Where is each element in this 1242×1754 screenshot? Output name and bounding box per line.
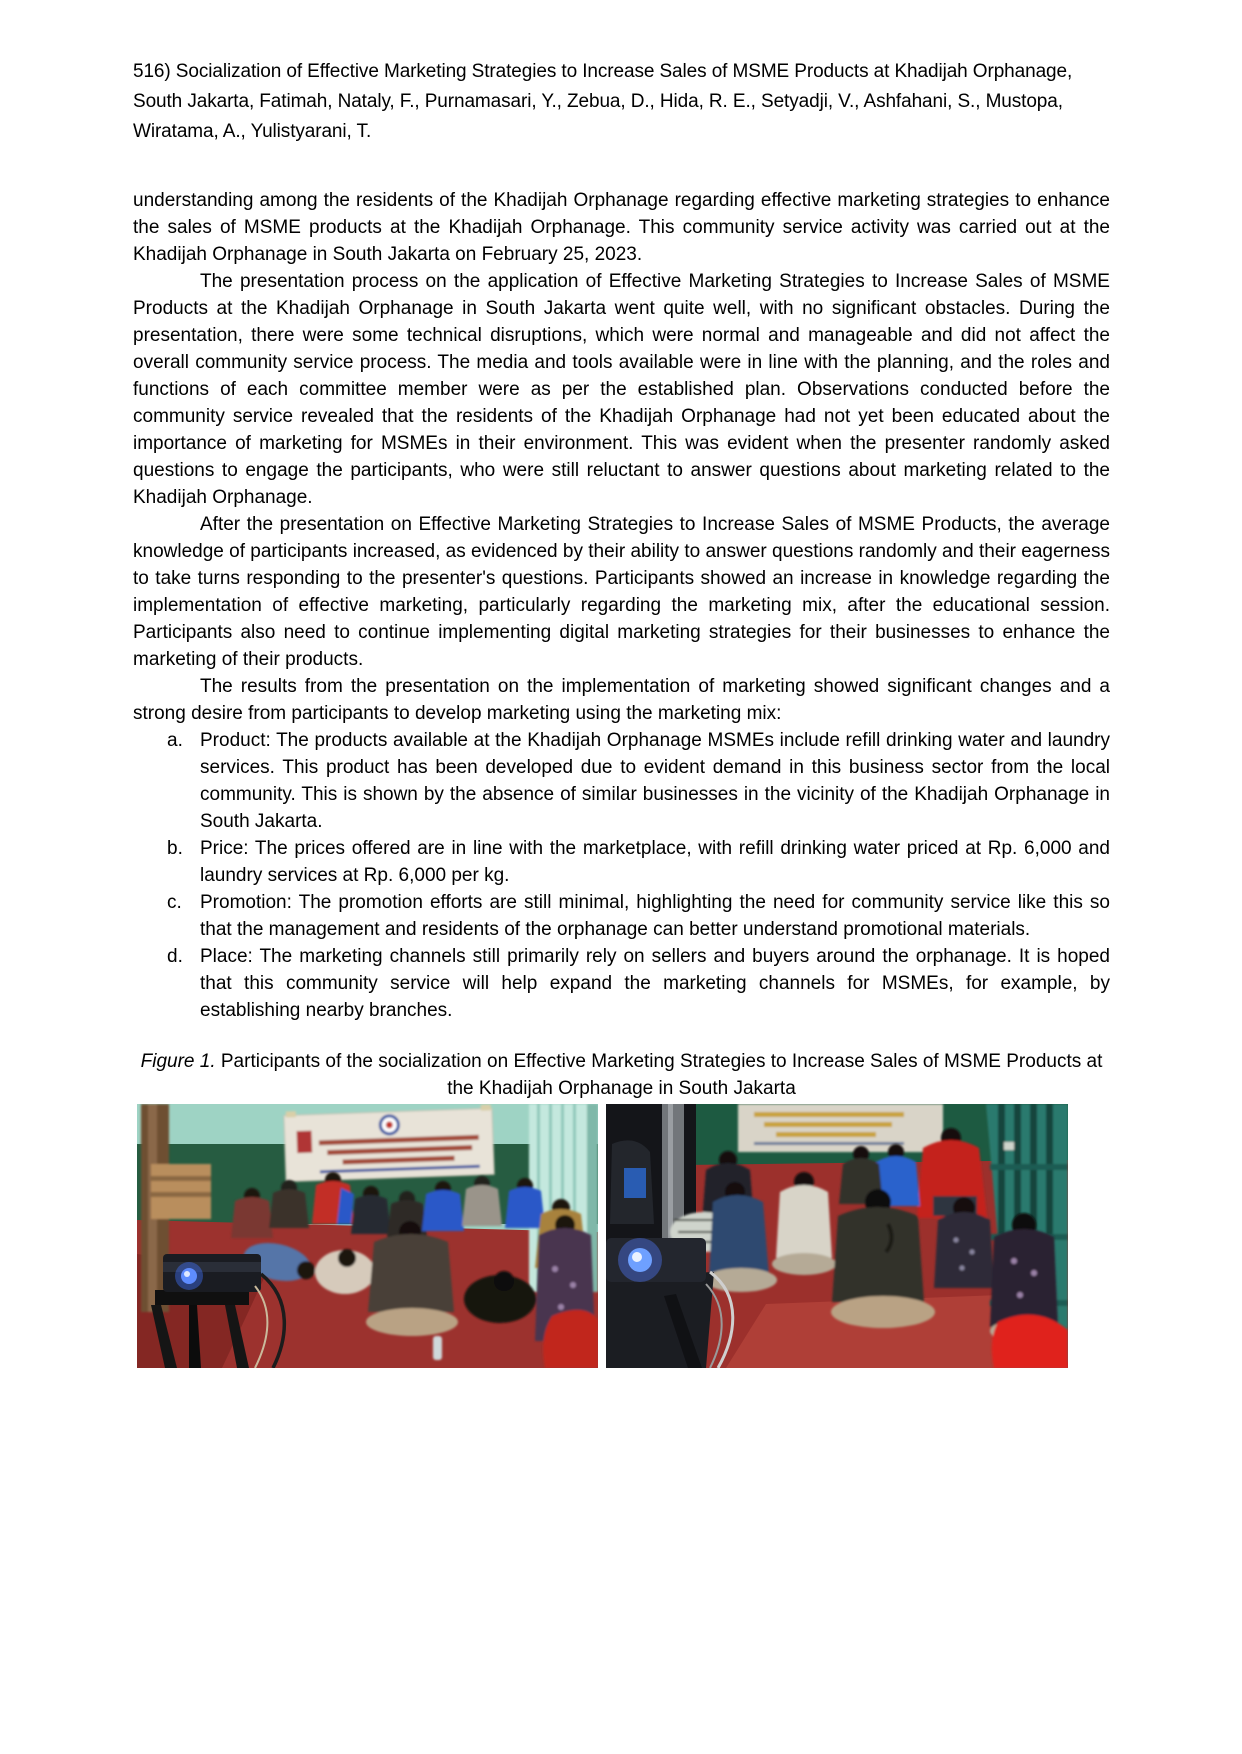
body-paragraph: The results from the presentation on the implementation of marketing showed significant changes and a strong desire from participants to develop marketing using the marketing mix: — [133, 676, 1110, 724]
figure-photos-row — [137, 1104, 1110, 1368]
page-content — [133, 57, 1110, 1368]
figure-caption-text: Participants of the socialization on Effective Marketing Strategies to Increase Sales of MSME Products at the Khadijah Orphanage in South Jakarta — [215, 1051, 1103, 1099]
list-item-text: Promotion: The promotion efforts are still minimal, highlighting the need for community service like this so that the management and residents of the orphanage can better understand promotional materials. — [200, 892, 1110, 940]
list-marker: b. — [167, 838, 183, 859]
water-bottle — [433, 1336, 442, 1360]
marketing-mix-list — [133, 727, 1110, 1024]
event-banner — [284, 1104, 494, 1181]
list-marker: d. — [167, 946, 183, 967]
figure-photo-left — [137, 1104, 598, 1368]
list-item-place — [167, 943, 1110, 1024]
list-item-price — [167, 835, 1110, 889]
list-item-text: Price: The prices offered are in line with the marketplace, with refill drinking water priced at Rp. 6,000 and laundry services at Rp. 6,000 per kg. — [200, 838, 1110, 886]
list-marker: a. — [167, 730, 183, 751]
running-header: 516) Socialization of Effective Marketing Strategies to Increase Sales of MSME Products at Khadijah Orphanage, South Jakarta, Fatimah, Nataly, F., Purnamasari, Y., Zebua, D., Hida, R. E., Setyadji, V., Ashfahani, S., Mustopa, Wiratama, A., Yulistyarani, T. — [133, 61, 1073, 142]
list-item-text: Product: The products available at the Khadijah Orphanage MSMEs include refill drinking water and laundry services. This product has been developed due to evident demand in this business sector from the local community. This is shown by the absence of similar businesses in the vicinity of the Khadijah Orphanage in South Jakarta. — [200, 730, 1110, 832]
event-banner — [738, 1104, 943, 1152]
body-paragraph: The presentation process on the application of Effective Marketing Strategies to Increase Sales of MSME Products at the Khadijah Orphanage in South Jakarta went quite well, with no significant obstacles. During the presentation, there were some technical disruptions, which were normal and manageable and did not affect the overall community service process. The media and tools available were in line with the planning, and the roles and functions of each committee member were as per the established plan. Observations conducted before the community service revealed that the residents of the Khadijah Orphanage had not yet been educated about the importance of marketing for MSMEs in their environment. This was evident when the presenter randomly asked questions to engage the participants, who were still reluctant to answer questions about marketing related to the Khadijah Orphanage. — [133, 271, 1110, 508]
red-pillow — [992, 1315, 1068, 1368]
figure-label: Figure 1. — [140, 1051, 216, 1072]
body-paragraph: After the presentation on Effective Marketing Strategies to Increase Sales of MSME Products, the average knowledge of participants increased, as evidenced by their ability to answer questions randomly and their eagerness to take turns responding to the presenter's questions. Participants showed an increase in knowledge regarding the implementation of effective marketing, particularly regarding the marketing mix, after the educational session. Participants also need to continue implementing digital marketing strategies for their businesses to enhance the marketing of their products. — [133, 514, 1110, 670]
list-item-product — [167, 727, 1110, 835]
list-item-text: Place: The marketing channels still primarily rely on sellers and buyers around the orphanage. It is hoped that this community service will help expand the marketing channels for MSMEs, for example, by establishing nearby branches. — [200, 946, 1110, 1021]
red-bag — [543, 1310, 598, 1368]
figure-caption — [133, 1048, 1110, 1102]
list-marker: c. — [167, 892, 182, 913]
figure-photo-right — [606, 1104, 1068, 1368]
list-item-promotion — [167, 889, 1110, 943]
body-paragraph: understanding among the residents of the Khadijah Orphanage regarding effective marketing strategies to enhance the sales of MSME products at the Khadijah Orphanage. This community service activity was carried out at the Khadijah Orphanage in South Jakarta on February 25, 2023. — [133, 190, 1110, 265]
